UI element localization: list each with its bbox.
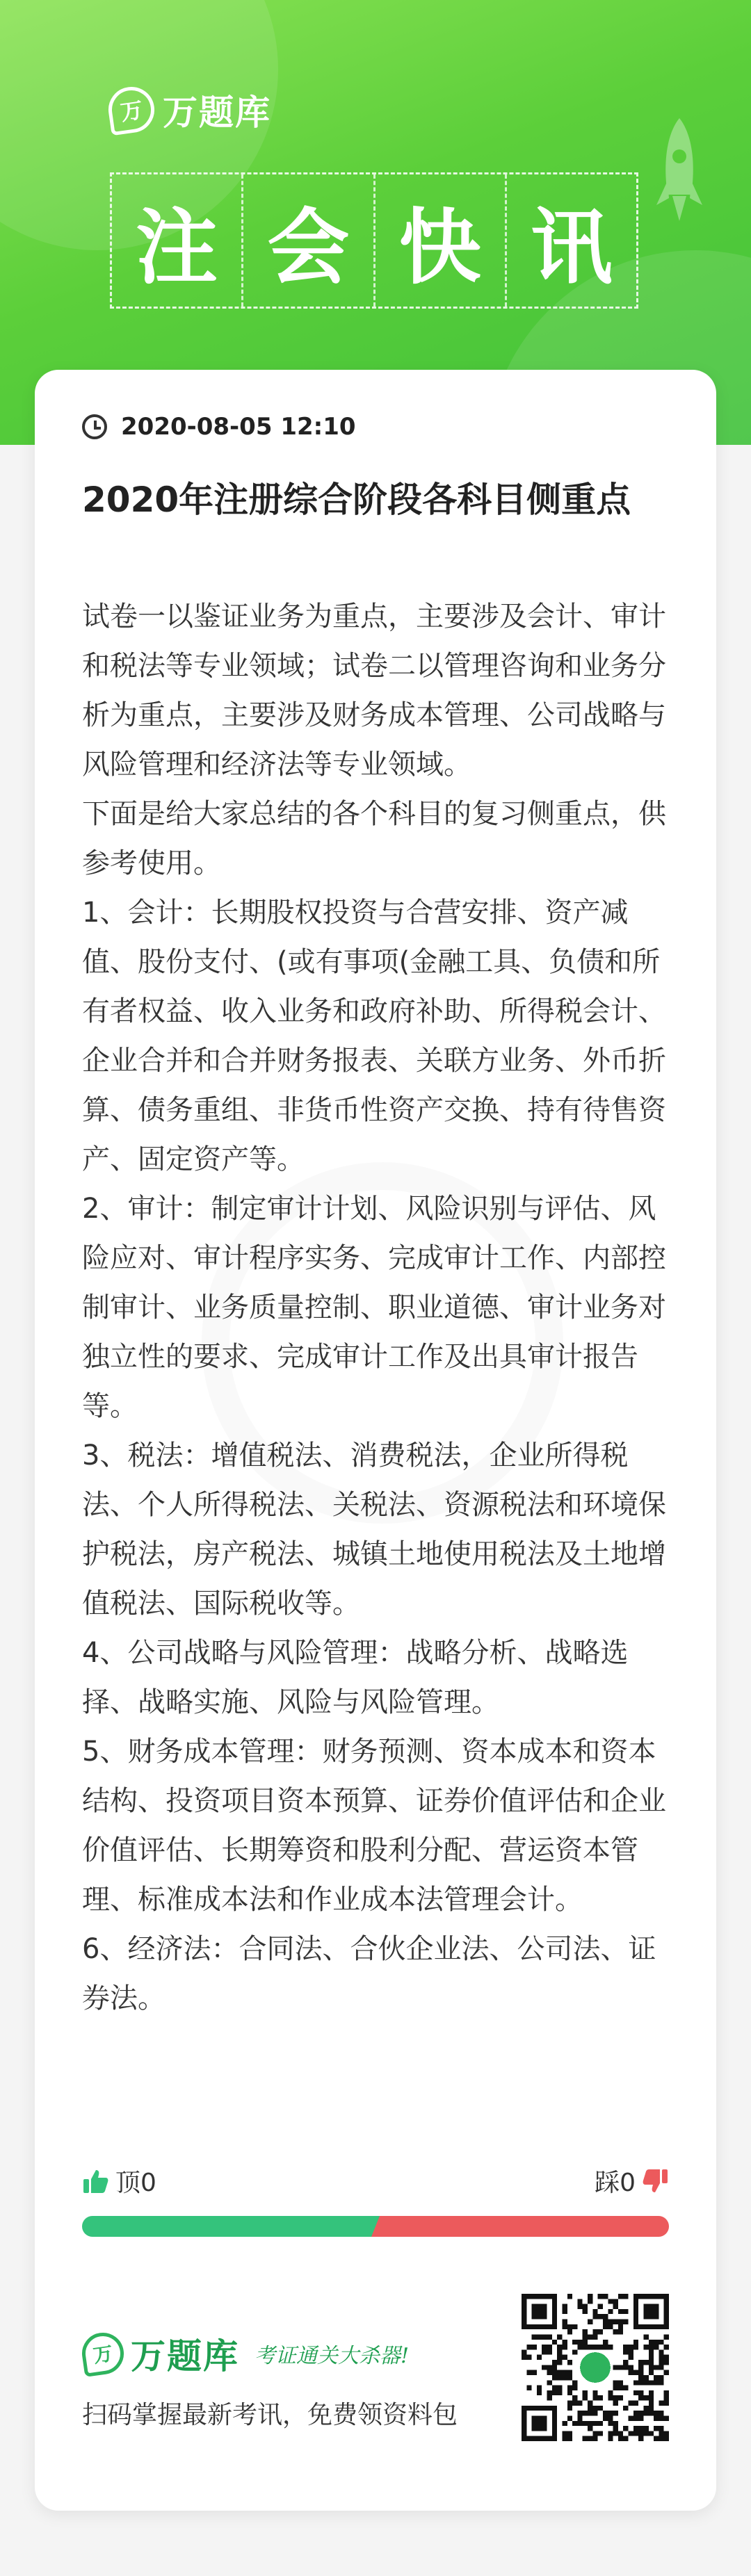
upvote-count: 顶0 <box>115 2169 156 2197</box>
article-paragraph: 3、税法：增值税法、消费税法，企业所得税法、个人所得税法、关税法、资源税法和环境保护税法，房产税法、城镇土地使用税法及土地增值税法、国际税收等。 <box>82 1440 666 1620</box>
article-title: 2020年注册综合阶段各科目侧重点 <box>82 480 631 520</box>
article-paragraph: 6、经济法：合同法、合伙企业法、公司法、证券法。 <box>82 1933 656 2014</box>
brand-badge-icon: 万 <box>79 2330 127 2377</box>
banner-title <box>110 172 638 309</box>
qr-code[interactable] <box>522 2294 669 2441</box>
footer-subtitle: 扫码掌握最新考讯，免费领资料包 <box>82 2401 458 2429</box>
banner-char: 会 <box>243 174 375 307</box>
vote-bar-down <box>371 2216 669 2237</box>
banner-char: 注 <box>112 174 243 307</box>
article-body <box>82 592 680 2023</box>
article-card <box>35 370 716 2511</box>
article-paragraph: 2、审计：制定审计计划、风险识别与评估、风险应对、审计程序实务、完成审计工作、内部控制审计、业务质量控制、职业道德、审计业务对独立性的要求、完成审计工作及出具审计报告等。 <box>82 1193 666 1422</box>
clock-icon <box>82 414 107 439</box>
rocket-icon <box>655 118 704 222</box>
brand-badge-icon: 万 <box>106 84 158 136</box>
footer-slogan: 考证通关大杀器! <box>255 2344 410 2368</box>
thumbs-up-icon <box>82 2167 110 2195</box>
vote-ratio-bar <box>82 2216 669 2237</box>
banner-char: 快 <box>376 174 507 307</box>
article-paragraph: 5、财务成本管理：财务预测、资本成本和资本结构、投资项目资本预算、证券价值评估和企业价值评估、长期筹资和股利分配、营运资本管理、标准成本法和作业成本法管理会计。 <box>82 1736 666 1916</box>
article-paragraph: 1、会计：长期股权投资与合营安排、资产减值、股份支付、(或有事项(金融工具、负债和所有者权益、收入业务和政府补助、所得税会计、企业合并和合并财务报表、关联方业务、外币折算、债务重组、非货币性资产交换、持有待售资产、固定资产等。 <box>82 897 666 1175</box>
article-paragraph: 试卷一以鉴证业务为重点，主要涉及会计、审计和税法等专业领域；试卷二以管理咨询和业务分析为重点，主要涉及财务成本管理、公司战略与风险管理和经济法等专业领域。 <box>82 601 666 781</box>
brand-name: 万题库 <box>163 92 271 133</box>
vote-bar-up <box>82 2216 380 2237</box>
brand-logo <box>108 85 271 135</box>
footer-brand-name: 万题库 <box>131 2336 239 2377</box>
downvote-button[interactable] <box>595 2163 669 2199</box>
footer-brand <box>82 2329 409 2379</box>
article-paragraph: 4、公司战略与风险管理：战略分析、战略选择、战略实施、风险与风险管理。 <box>82 1637 629 1718</box>
downvote-count: 踩0 <box>595 2169 636 2197</box>
article-meta <box>82 413 356 441</box>
upvote-button[interactable] <box>82 2163 156 2199</box>
vote-row <box>82 2163 669 2198</box>
banner-char: 讯 <box>530 199 613 295</box>
article-paragraph: 下面是给大家总结的各个科目的复习侧重点，供参考使用。 <box>82 798 666 879</box>
article-date: 2020-08-05 12:10 <box>121 413 356 441</box>
thumbs-down-icon <box>641 2167 669 2195</box>
